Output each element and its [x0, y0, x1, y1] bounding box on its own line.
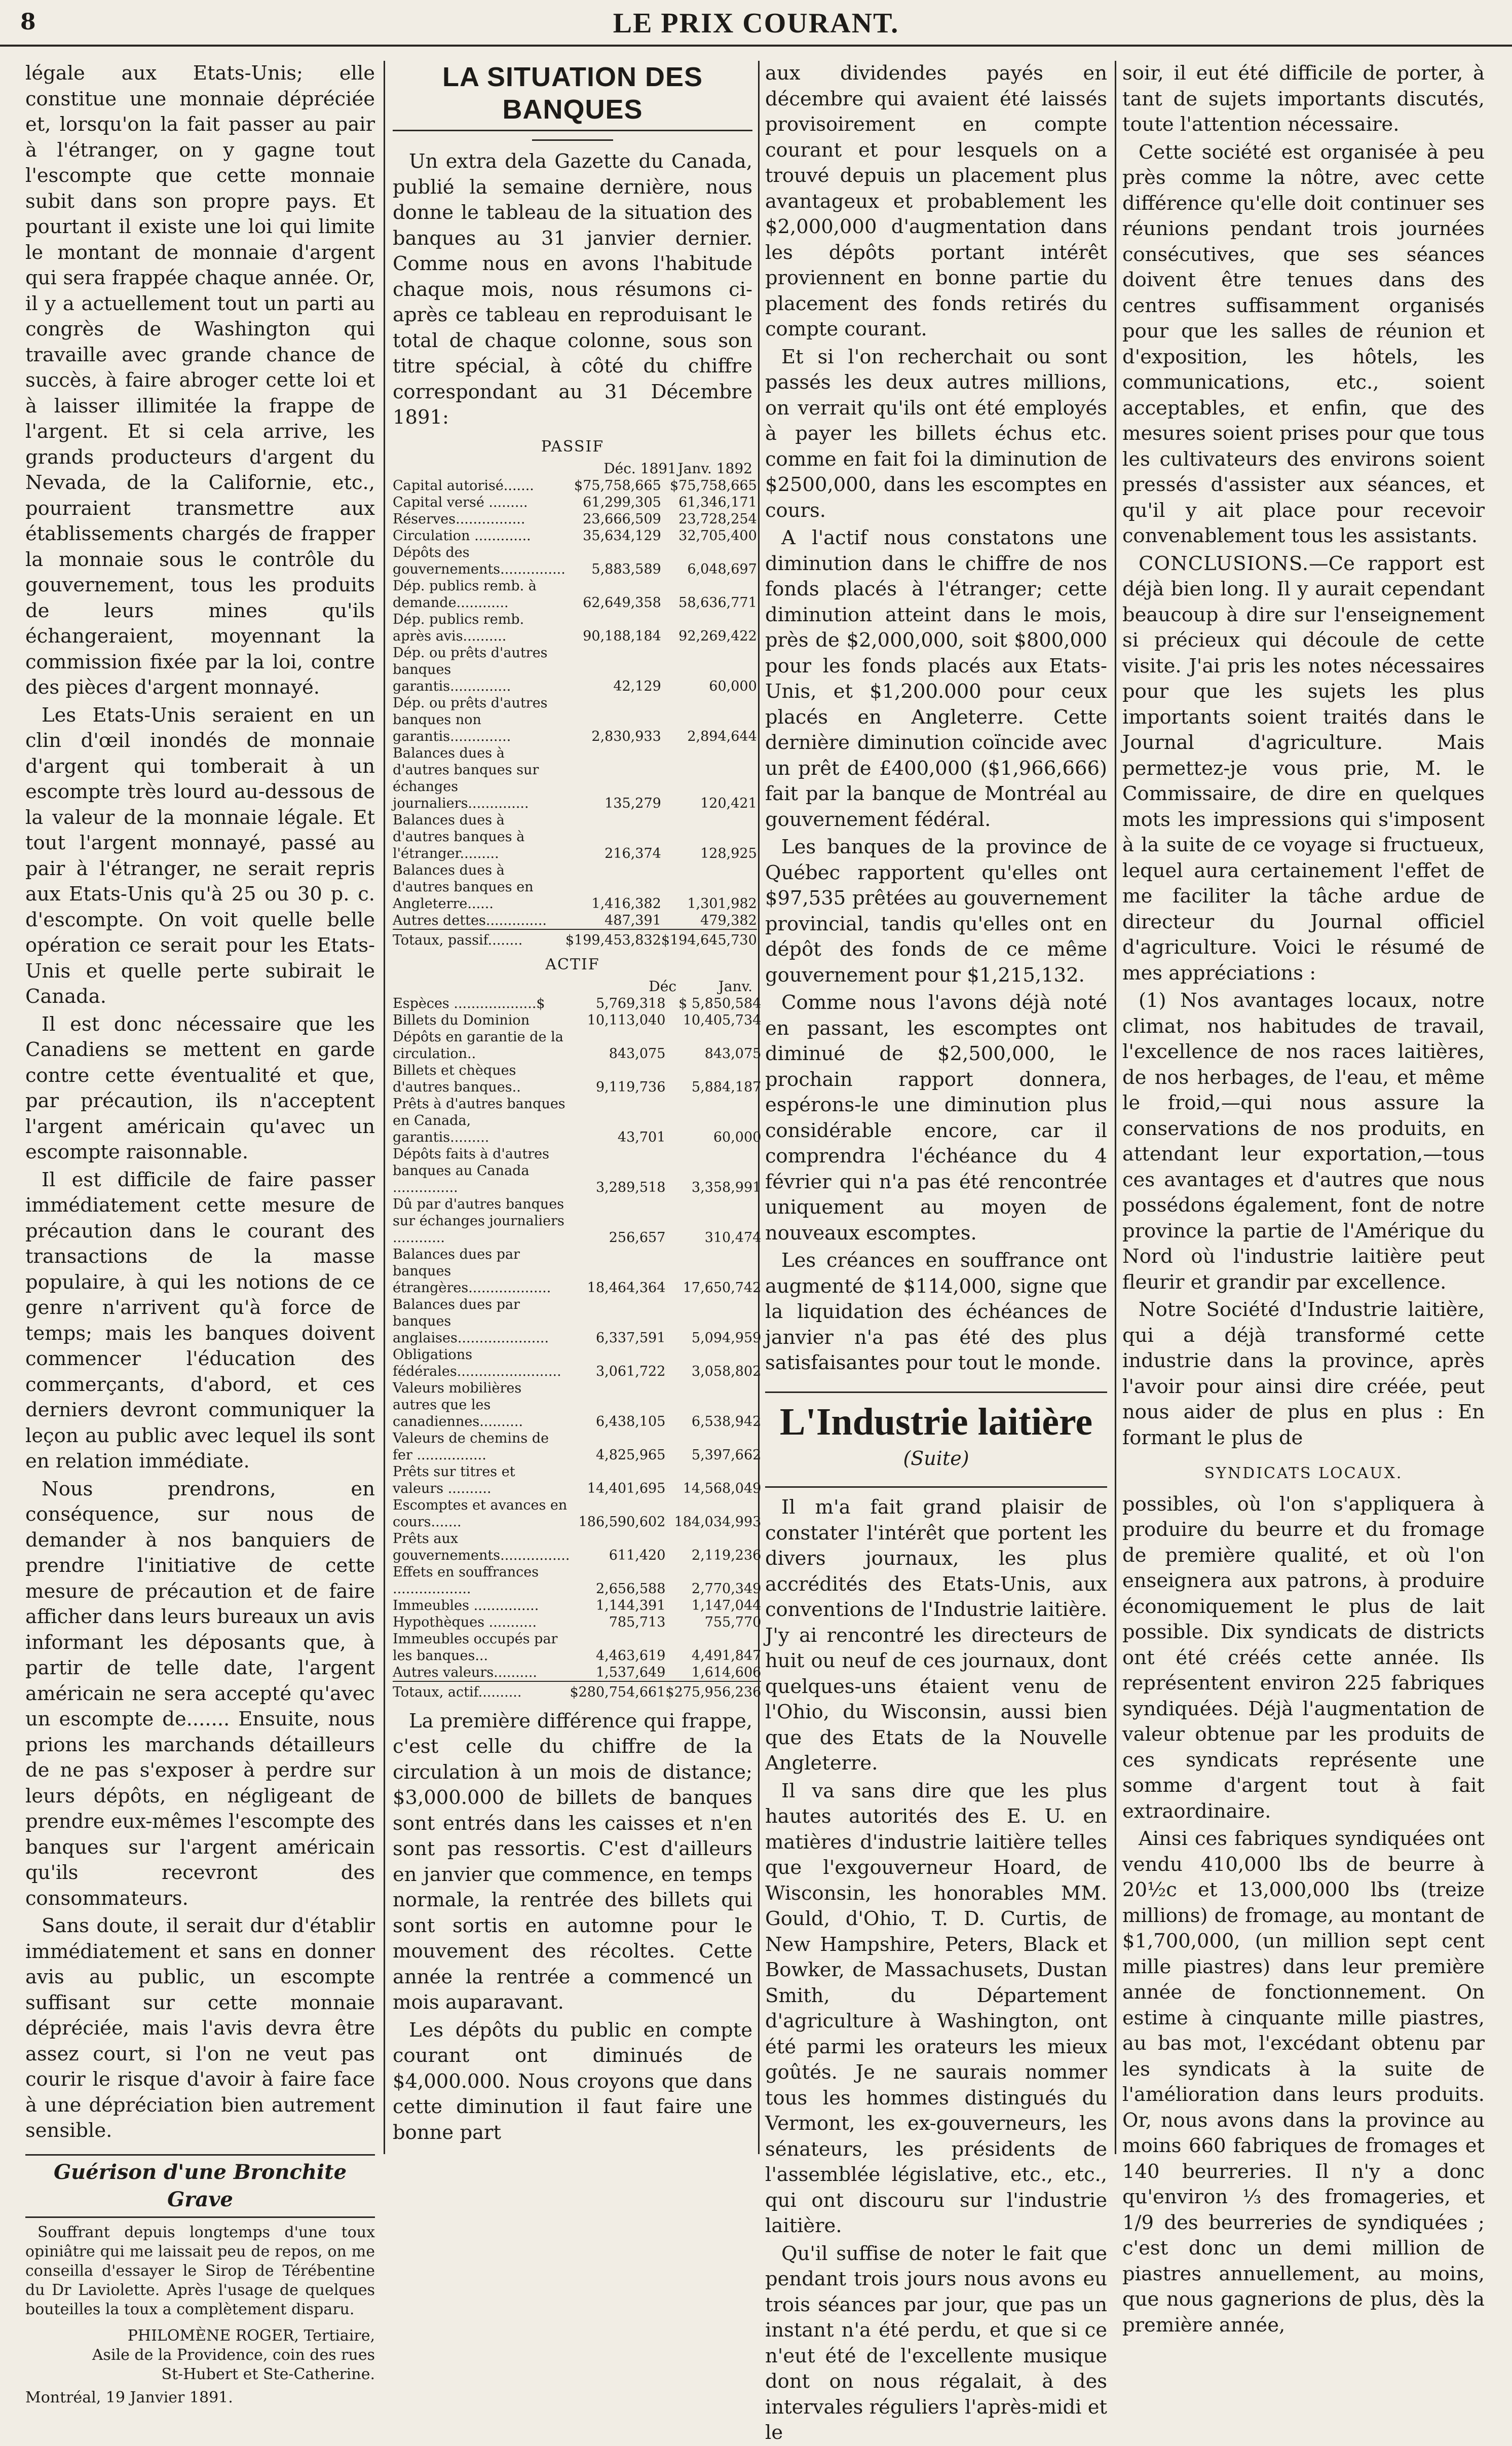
row-label: Réserves................: [393, 511, 525, 527]
total-label: Totaux, actif..........: [393, 1681, 570, 1701]
column-header: Déc. 1891: [603, 460, 676, 477]
table-row: [393, 1346, 761, 1380]
row-label: Escomptes et avances en cours.......: [393, 1497, 568, 1530]
row-value: 5,769,318: [595, 995, 666, 1011]
row-value: 256,657: [609, 1229, 666, 1246]
row-label: Billets et chèques d'autres banques..: [393, 1062, 521, 1095]
conclusions-label: CONCLUSIONS.: [1139, 552, 1309, 575]
table-row: [393, 1196, 761, 1246]
table-row: [393, 1146, 761, 1196]
paragraph: Nous prendrons, en conséquence, sur nous de demander à nos banquiers de prendre l'initiative de cette mesure de précaution et de faire afficher dans leurs bureaux un avis informant les déposants que, à partir de telle date, l'argent américain ne sera accepté qu'avec un escompte de....... Ensuite, nous prions les marchands détailleurs de ne pas s'exposer à perdre sur leurs dépôts, en négligeant de prendre eux-mêmes l'escompte des banques sur l'argent américain qu'ils recevront des consommateurs.: [25, 1477, 375, 1910]
row-value: 1,301,982: [687, 895, 757, 912]
table-row: [393, 477, 757, 494]
passif-table: [393, 477, 757, 949]
table-row: [393, 611, 757, 645]
total-value: $194,645,730: [661, 929, 757, 949]
table-row: [393, 528, 757, 544]
masthead: LE PRIX COURANT.: [613, 8, 899, 39]
table-row: [393, 578, 757, 611]
row-value: 216,374: [604, 845, 661, 861]
table-row: [393, 1246, 761, 1296]
row-value: $ 5,850,584: [678, 995, 762, 1011]
row-value: 17,650,742: [683, 1280, 762, 1296]
paragraph: A l'actif nous constatons une diminution dans le chiffre de nos fonds placés à l'étranger; cette diminution atteint dans le mois, près de $2,000,000, soit $800,000 pour les fonds placés aux Etats-Unis, et $1,200.000 pour ceux placés en Angleterre. Cette dernière diminution coïncide avec un prêt de £400,000 ($1,966,666) fait par la banque de Montréal au gouvernement fédéral.: [765, 526, 1107, 831]
article-header: [765, 1391, 1107, 1488]
paragraph: Sans doute, il serait dur d'établir immédiatement et sans en donner avis au public, un escompte suffisant sur cette monnaie dépréciée, mais l'avis devra être assez court, si l'on ne veut pas courir le risque d'avoir à faire face à une dépréciation bien autrement sensible.: [25, 1914, 375, 2142]
table-row: [393, 745, 757, 812]
row-label: Balances dues à d'autres banques en Angleterre......: [393, 862, 534, 912]
row-label: Dépôts en garantie de la circulation..: [393, 1029, 563, 1062]
row-value: 5,397,662: [691, 1447, 762, 1463]
paragraph: Il est difficile de faire passer immédiatement cette mesure de précaution dans le courant des transactions de la masse populaire, à qui les notions de ce genre n'arrivent qu'à force de temps; mais les banques doivent commencer l'éducation des commerçants, d'abord, et ces derniers devront communiquer la leçon au public avec lequel ils sont en relation immédiate.: [25, 1168, 375, 1473]
paragraph: Ainsi ces fabriques syndiquées ont vendu 410,000 lbs de beurre à 20½c et 13,000,000 lbs (treize millions) de fromage, au montant de $1,700,000, (un million sept cent mille piastres) dans leur première année de fonctionnement. On estime à cinquante mille piastres, au bas mot, l'excédant obtenu par les syndicats à la suite de l'amélioration dans leurs produits. Or, nous avons dans la province au moins 660 fabriques de fromages et 140 beurreries. Il n'y a donc qu'environ ⅓ des fromageries, et 1/9 des beurreries de syndiquées ; c'est donc un demi million de piastres annuellement, au moins, que nous gagnerions de plus, dès la première année,: [1122, 1827, 1485, 2337]
section-title: LA SITUATION DES BANQUES: [393, 61, 752, 131]
row-value: 611,420: [609, 1547, 666, 1563]
row-value: 35,634,129: [583, 528, 661, 544]
row-label: Dépôts des gouvernements...............: [393, 544, 565, 577]
table-row: [393, 912, 757, 929]
paragraph: Il est donc nécessaire que les Canadiens se mettent en garde contre cette éventualité et que, par précaution, ils n'acceptent l'argent américain qu'avec un escompte raisonnable.: [25, 1012, 375, 1163]
row-label: Valeurs de chemins de fer ................: [393, 1430, 549, 1463]
row-value: 3,289,518: [595, 1179, 666, 1195]
row-label: Balances dues par banques anglaises.....................: [393, 1296, 549, 1346]
row-label: Capital autorisé.......: [393, 477, 534, 494]
row-value: 5,883,589: [591, 561, 661, 577]
row-value: 3,061,722: [595, 1363, 666, 1379]
row-value: 3,058,802: [691, 1363, 762, 1379]
row-value: 4,825,965: [595, 1447, 666, 1463]
row-value: 184,034,993: [674, 1514, 762, 1530]
row-label: Circulation .............: [393, 528, 531, 544]
row-value: 23,666,509: [583, 511, 661, 527]
table-row: [393, 1296, 761, 1346]
row-value: 128,925: [700, 845, 757, 861]
column-2: [393, 61, 762, 2154]
row-label: Immeubles occupés par les banques...: [393, 1631, 558, 1664]
row-value: 755,770: [704, 1614, 762, 1630]
table-row: [393, 1463, 761, 1497]
row-value: 1,614,606: [691, 1664, 762, 1680]
row-label: Immeubles ...............: [393, 1597, 539, 1613]
column-header: Janv. 1892: [677, 460, 752, 477]
paragraph: Comme nous l'avons déjà noté en passant, les escomptes ont diminué de $2,500,000, le prochain rapport donnera, espérons-le une diminution plus considérable encore, car il comprendra l'échéance du 4 février qui n'a pas été rencontrée uniquement au moyen de nouveaux escomptes.: [765, 991, 1107, 1245]
paragraph: possibles, où l'on s'appliquera à produire du beurre et du fromage de première qualité, et où l'on enseignera aux patrons, à produire économiquement le plus de lait possible. Dix syndicats de districts ont été créés cette année. Ils représentent environ 225 fabriques syndiquées. Déjà l'augmentation de valeur obtenue par les produits de ces syndicats représente une somme d'argent tout à fait extraordinaire.: [1122, 1492, 1485, 1823]
table-row: [393, 1497, 761, 1530]
actif-heading: ACTIF: [545, 955, 600, 973]
row-value: 6,438,105: [595, 1413, 666, 1429]
table-row: [393, 1430, 761, 1463]
row-label: Dép. publics remb. après avis..........: [393, 611, 524, 644]
row-value: 32,705,400: [678, 528, 757, 544]
table-row: [393, 1564, 761, 1597]
column-header: Déc: [649, 977, 676, 995]
row-value: 92,269,422: [678, 628, 757, 644]
row-label: Dép. publics remb. à demande............: [393, 578, 537, 611]
row-value: $75,758,665: [669, 477, 757, 494]
table-row: [393, 1631, 761, 1664]
signature-address: Asile de la Providence, coin des rues: [92, 2346, 375, 2364]
row-value: 10,405,734: [683, 1012, 762, 1028]
row-value: 5,884,187: [691, 1079, 762, 1095]
table-row: [393, 812, 757, 862]
row-label: Espèces ...................$: [393, 995, 545, 1011]
row-value: 61,299,305: [583, 494, 661, 510]
total-value: $275,956,236: [665, 1681, 761, 1701]
row-value: 5,094,959: [691, 1330, 762, 1346]
article-title: L'Industrie laitière: [779, 1400, 1093, 1443]
row-value: 843,075: [609, 1045, 666, 1062]
advert-testimony: [25, 2223, 375, 2407]
row-label: Effets en souffrances ..................: [393, 1564, 539, 1597]
total-label: Totaux, passif........: [393, 929, 565, 949]
paragraph: Qu'il suffise de noter le fait que pendant trois jours nous avons eu trois séances par jour, que pas un instant n'a été perdu, et que si ce n'eut été de l'excellente musique dont on nous régalait, à des intervales réguliers l'après-midi et le: [765, 2242, 1107, 2444]
table-row: [393, 1614, 761, 1631]
paragraph: Notre Société d'Industrie laitière, qui a déjà transformé cette industrie dans la province, après l'avoir pour ainsi dire créée, peut nous aider de plus en plus : En formant le plus de: [1122, 1298, 1485, 1449]
row-label: Hypothèques ...........: [393, 1614, 537, 1630]
table-row: [393, 1062, 761, 1096]
column-3: [765, 61, 1107, 2444]
row-value: 1,416,382: [591, 895, 661, 912]
column-header: Janv.: [718, 977, 752, 995]
paragraph: (1) Nos avantages locaux, notre climat, nos habitudes de travail, l'excellence de nos races laitières, de nos herbages, de l'eau, et même le froid,—qui nous assure la conservations de nos produits, en attendant leur exportation,—tous ces avantages et d'autres que nous possédons également, font de notre province la partie de l'Amérique du Nord où l'industrie laitière peut fleurir et grandir par excellence.: [1122, 989, 1485, 1294]
row-label: Prêts aux gouvernements................: [393, 1530, 570, 1563]
table-row: [393, 1029, 761, 1062]
row-value: 487,391: [604, 912, 661, 928]
row-value: 10,113,040: [587, 1012, 666, 1028]
paragraph: Les dépôts du public en compte courant ont diminués de $4,000.000. Nous croyons que dans cette diminution il faut faire une bonne part: [393, 2018, 752, 2144]
row-value: 62,649,358: [583, 594, 661, 611]
row-value: 9,119,736: [595, 1079, 666, 1095]
row-value: 120,421: [700, 795, 757, 811]
row-label: Balances dues à d'autres banques sur échanges journaliers..............: [393, 745, 539, 811]
paragraph: [1122, 551, 1485, 987]
table-row: [393, 1664, 761, 1681]
row-value: 90,188,184: [583, 628, 661, 644]
paragraph: aux dividendes payés en décembre qui avaient été laissés provisoirement en compte courant et pour lesquels on a trouvé depuis un placement plus avantageux et probablement les $2,000,000 d'augmentation dans les dépôts portant intérêt proviennent en bonne partie du placement des fonds retirés du compte courant.: [765, 62, 1107, 341]
testimony-text: Souffrant depuis longtemps d'une toux opiniâtre qui me laissait peu de repos, on me conseilla d'essayer le Sirop de Térébentine du Dr Laviolette. Après l'usage de quelques bouteilles la toux a complètement disparu.: [25, 2223, 375, 2318]
paragraph: Cette société est organisée à peu près comme la nôtre, avec cette différence qu'elle doit continuer ses réunions pendant trois journées consécutives, que ses séances doivent être tenues dans des centres suffisamment organisés pour que les salles de réunion et d'exposition, les hôtels, les communications, etc., soient acceptables, et enfin, que des mesures soient prises pour que tous les cultivateurs des environs soient pressés d'assister aux séances, et qu'il y ait place pour recevoir convenablement tous les assistants.: [1122, 140, 1485, 547]
signature-name: PHILOMÈNE ROGER, Tertiaire,: [127, 2326, 375, 2345]
article-subtitle: (Suite): [903, 1447, 969, 1470]
table-row: [393, 494, 757, 511]
page-number: 8: [20, 9, 36, 35]
row-value: 14,401,695: [587, 1480, 666, 1496]
row-label: Billets du Dominion: [393, 1012, 530, 1028]
table-row: [393, 862, 757, 912]
paragraph: Il m'a fait grand plaisir de constater l'intérêt que portent les divers journaux, les plus accrédités des Etats-Unis, aux conventions de l'Industrie laitière. J'y ai rencontré les directeurs de huit ou neuf de ces journaux, dont quelques-uns étaient venu de l'Ohio, du Wisconsin, aussi bien que des Etats de la Nouvelle Angleterre.: [765, 1496, 1107, 1775]
row-value: 1,147,044: [691, 1597, 762, 1613]
table-row: [393, 1530, 761, 1564]
row-value: 310,474: [704, 1229, 762, 1246]
row-value: 23,728,254: [678, 511, 757, 527]
row-value: 43,701: [617, 1129, 666, 1145]
row-label: Valeurs mobilières autres que les canadiennes..........: [393, 1380, 523, 1429]
row-value: 4,463,619: [595, 1647, 666, 1664]
paragraph: soir, il eut été difficile de porter, à tant de sujets importants discutés, toute l'attention nécessaire.: [1122, 62, 1485, 136]
row-value: 4,491,847: [691, 1647, 762, 1664]
row-value: 479,382: [700, 912, 757, 928]
row-value: 6,337,591: [595, 1330, 666, 1346]
paragraph: La première différence qui frappe, c'est celle du chiffre de la circulation à un mois de distance; $3,000.000 de billets de banques sont entrés dans les caisses et n'en sont pas ressortis. C'est d'ailleurs en janvier que commence, en temps normale, la rentrée des billets qui sont sortis en automne pour le mouvement des récoltes. Cette année la rentrée a commencé un mois auparavant.: [393, 1709, 752, 2014]
row-value: 186,590,602: [578, 1514, 666, 1530]
divider: [532, 139, 613, 141]
row-value: 14,568,049: [683, 1480, 762, 1496]
advert-title: Guérison d'une Bronchite Grave: [25, 2154, 375, 2218]
table-row: [393, 1096, 761, 1146]
row-value: 2,656,588: [595, 1581, 666, 1597]
paragraph: Et si l'on recherchait ou sont passés les deux autres millions, on verrait qu'ils ont été employés à payer les billets échus etc. comme en fait foi la diminution de $2500,000, dans les escomptes en cours.: [765, 345, 1107, 522]
total-value: $280,754,661: [570, 1681, 665, 1701]
row-label: Balances dues à d'autres banques à l'étranger.........: [393, 812, 525, 861]
row-value: 42,129: [613, 678, 661, 694]
row-label: Balances dues par banques étrangères...................: [393, 1246, 551, 1296]
passif-total-row: [393, 929, 757, 949]
row-value: 785,713: [609, 1614, 666, 1630]
actif-column-headers: [393, 978, 752, 995]
paragraph: Les créances en souffrance ont augmenté de $114,000, signe que la liquidation des échéances de janvier n'a pas été des plus satisfaisantes pour tout le monde.: [765, 1249, 1107, 1374]
passif-heading: PASSIF: [541, 437, 604, 456]
row-value: 135,279: [604, 795, 661, 811]
subsection-heading: SYNDICATS LOCAUX.: [1204, 1464, 1403, 1482]
table-row: [393, 544, 757, 578]
signature-street: St-Hubert et Ste-Catherine.: [161, 2365, 375, 2383]
row-label: Dû par d'autres banques sur échanges journaliers ............: [393, 1196, 564, 1246]
row-label: Dépôts faits à d'autres banques au Canada ...............: [393, 1146, 549, 1195]
row-value: $75,758,665: [574, 477, 661, 494]
paragraph: Il va sans dire que les plus hautes autorités des E. U. en matières d'industrie laitière telles que l'exgouverneur Hoard, de Wisconsin, les honorables MM. Gould, d'Ohio, T. D. Curtis, de New Hampshire, Peters, Black et Bowker, de Massachusets, Dustan Smith, du Département d'agriculture à Washington, ont été parmi les orateurs les mieux goûtés. Je ne saurais nommer tous les hommes distingués du Vermont, les ex-gouverneurs, les sénateurs, les présidents de l'assemblée législative, etc., etc., qui ont discouru sur l'industrie laitière.: [765, 1779, 1107, 2237]
row-value: 60,000: [709, 678, 757, 694]
row-value: 1,144,391: [595, 1597, 666, 1613]
row-label: Obligations fédérales........................: [393, 1346, 561, 1379]
paragraph: Un extra dela Gazette du Canada, publié la semaine dernière, nous donne le tableau de la situation des banques au 31 janvier dernier. Comme nous en avons l'habitude chaque mois, nous résumons ci-après ce tableau en reproduisant le total de chaque colonne, sous son titre spécial, à côté du chiffre correspondant au 31 Décembre 1891:: [393, 150, 752, 429]
row-label: Capital versé .........: [393, 494, 528, 510]
signature-date: Montréal, 19 Janvier 1891.: [25, 2388, 233, 2406]
row-value: 60,000: [713, 1129, 762, 1145]
total-value: $199,453,832: [565, 929, 661, 949]
column-1: [25, 61, 375, 2406]
table-row: [393, 511, 757, 528]
row-label: Prêts à d'autres banques en Canada, garantis.........: [393, 1096, 565, 1145]
row-value: 2,770,349: [691, 1581, 762, 1597]
table-row: [393, 1597, 761, 1614]
row-label: Dép. ou prêts d'autres banques garantis..............: [393, 645, 548, 694]
row-value: 2,830,933: [591, 728, 661, 744]
row-label: Autres dettes..............: [393, 912, 547, 928]
page-header: [0, 0, 1512, 47]
table-row: [393, 695, 757, 745]
actif-total-row: [393, 1681, 761, 1701]
row-value: 3,358,991: [691, 1179, 762, 1195]
paragraph: Les banques de la province de Québec rapportent qu'elles ont $97,535 prêtées au gouvernement provincial, tandis qu'elles ont en dépôt des fonds de ce même gouvernement pour $1,215,132.: [765, 836, 1107, 987]
paragraph: légale aux Etats-Unis; elle constitue une monnaie dépréciée et, lorsqu'on la fait passer au pair à l'étranger, on y gagne tout l'escompte que cette monnaie subit dans son propre pays. Et pourtant il existe une loi qui limite le montant de monnaie d'argent qui sera frappée chaque année. Or, il y a actuellement tout un parti au congrès de Washington qui travaille avec grande chance de succès, à faire abroger cette loi et à laisser illimitée la frappe de l'argent. Et si cela arrive, les grands producteurs d'argent du Nevada, de la Californie, etc., pourraient transmettre aux établissements chargés de frapper la monnaie sous le contrôle du gouvernement, tous les produits de leurs mines qu'ils échangeraient, moyennant la commission fixée par la loi, contre des pièces d'argent monnayé.: [25, 62, 375, 699]
row-value: 6,048,697: [687, 561, 757, 577]
table-row: [393, 645, 757, 695]
table-row: [393, 995, 761, 1012]
row-value: 843,075: [704, 1045, 762, 1062]
row-value: 18,464,364: [587, 1280, 666, 1296]
table-row: [393, 1012, 761, 1029]
row-value: 2,894,644: [687, 728, 757, 744]
row-label: Dép. ou prêts d'autres banques non garantis..............: [393, 695, 548, 744]
table-row: [393, 1380, 761, 1430]
paragraph: Les Etats-Unis seraient en un clin d'œil inondés de monnaie d'argent qui tomberait à un escompte très lourd au-dessous de la valeur de la monnaie légale. Et tout l'argent monnayé, passé au pair à l'étranger, ne serait repris aux Etats-Unis qu'à 25 ou 30 p. c. d'escompte. On voit quelle belle opération ce serait pour les Etats-Unis et quelle perte subirait le Canada.: [25, 703, 375, 1008]
row-value: 58,636,771: [678, 594, 757, 611]
row-value: 6,538,942: [691, 1413, 762, 1429]
row-label: Autres valeurs..........: [393, 1664, 538, 1680]
row-label: Prêts sur titres et valeurs ..........: [393, 1463, 515, 1496]
conclusions-text: —Ce rapport est déjà bien long. Il y aurait cependant beaucoup à dire sur l'enseignement si précieux qui découle de cette visite. J'ai pris les notes nécessaires pour que les sujets les plus importants soient traités dans le Journal d'agriculture. Mais permettez-je vous prie, M. le Commissaire, de dire en quelques mots les impressions qui s'imposent à la suite de ce voyage si fructueux, lequel aura certainement l'effet de me faciliter la tâche ardue de directeur du Journal officiel d'agriculture. Voici le résumé de mes appréciations :: [1122, 552, 1485, 985]
row-value: 61,346,171: [678, 494, 757, 510]
column-rule: [1115, 61, 1116, 2154]
actif-table: [393, 995, 761, 1701]
passif-column-headers: [393, 460, 752, 477]
row-value: 2,119,236: [691, 1547, 762, 1563]
column-rule: [384, 61, 385, 2154]
column-4: [1122, 61, 1485, 2337]
row-value: 1,537,649: [595, 1664, 666, 1680]
